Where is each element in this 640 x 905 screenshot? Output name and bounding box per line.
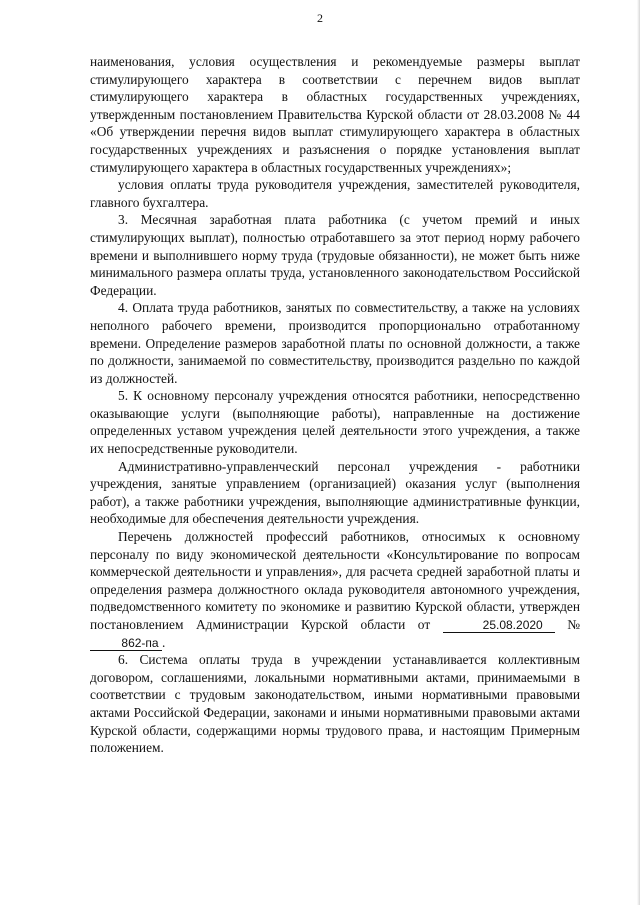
paragraph-part-time: 4. Оплата труда работников, занятых по совместительству, а также на условиях неполного рабочего времени, производится пропорционально отработанному времени. Определение размеров заработной платы по основной должности, а также по должности, занимаемой по совместительству, производится раздельно по каждой из должностей. xyxy=(90,300,580,386)
paragraph-core-staff: 5. К основному персоналу учреждения относятся работники, непосредственно оказывающие услуги (выполняющие работы), направленные на достижение определенных уставом учреждения целей деятельности этого учреждения, а также их непосредственные руководители. xyxy=(90,388,580,457)
paragraph-stimulating-payments: наименования, условия осуществления и рекомендуемые размеры выплат стимулирующего характера в соответствии с перечнем видов выплат стимулирующего характера в областных государственных учреждениях, утвержденным постановлением Правительства Курской области от 28.03.2008 № 44 «Об утверждении перечня видов выплат стимулирующего характера в областных государственных учреждениях и разъяснения о порядке установления выплат стимулирующего характера в областных государственных учреждениях»; xyxy=(90,54,580,175)
resolution-text: Перечень должностей профессий работников, относимых к основному персоналу по виду экономической деятельности «Консультирование по вопросам коммерческой деятельности и управления», для расчета средней заработной платы и определения размера должностного оклада руководителя автономного учреждения, подведомственного комитету по экономике и развитию Курской области, утвержден постановлением Администрации Курской области от xyxy=(90,529,580,632)
paragraph-pay-system: 6. Система оплаты труда в учреждении устанавливается коллективным договором, соглашениями, локальными нормативными актами, принимаемыми в соответствии с трудовым законодательством, иными нормативными правовыми актами Российской Федерации, законами и иными нормативными правовыми актами Курской области, содержащими нормы трудового права, и настоящим Примерным положением. xyxy=(90,652,580,756)
page-number: 2 xyxy=(317,11,323,25)
number-sign: № xyxy=(567,617,580,632)
paragraph-admin-staff: Административно-управленческий персонал учреждения - работники учреждения, занятые управлением (организацией) оказания услуг (выполнения работ), а также работники учреждения, выполняющие административные функции, необходимые для обеспечения деятельности учреждения. xyxy=(90,458,580,527)
resolution-number-field: 862-па xyxy=(90,636,162,651)
paragraph-staff-list-resolution xyxy=(90,528,580,651)
resolution-date-field: 25.08.2020 xyxy=(443,618,555,633)
resolution-period: . xyxy=(162,634,166,650)
paragraph-manager-pay-conditions: условия оплаты труда руководителя учреждения, заместителей руководителя, главного бухгалтера. xyxy=(90,177,580,210)
paragraph-minimum-wage: 3. Месячная заработная плата работника (с учетом премий и иных стимулирующих выплат), полностью отработавшего за этот период норму рабочего времени и выполнившего норму труда (трудовые обязанности), не может быть ниже минимального размера оплаты труда, установленного законодательством Российской Федерации. xyxy=(90,212,580,298)
document-body xyxy=(90,53,580,757)
